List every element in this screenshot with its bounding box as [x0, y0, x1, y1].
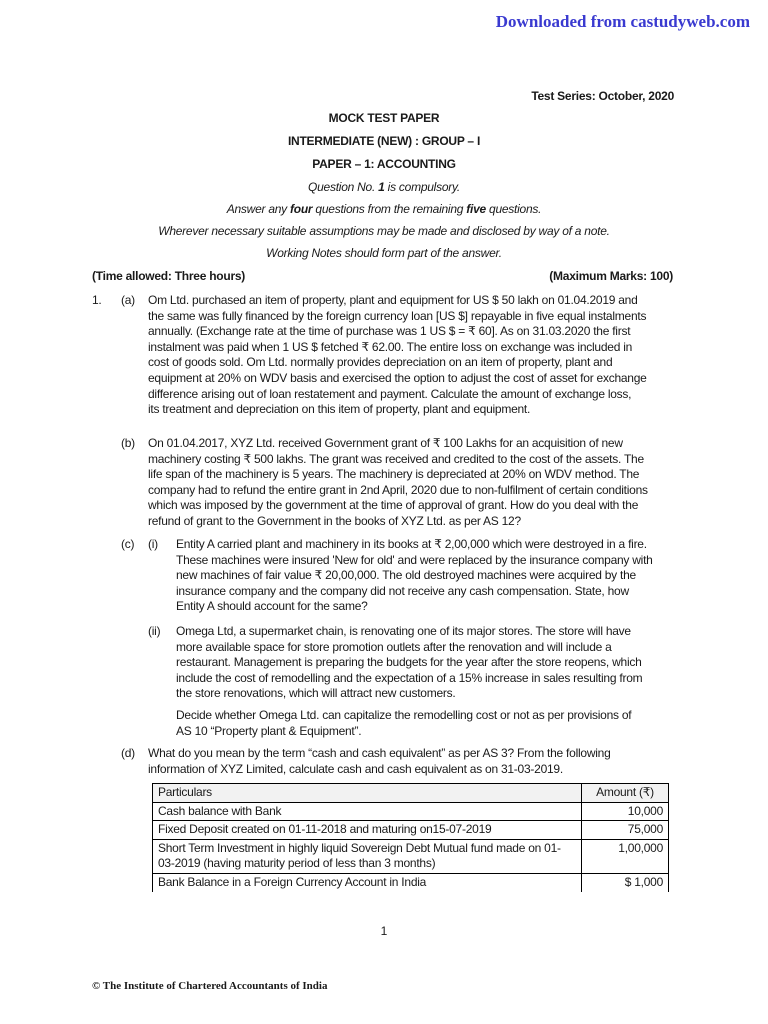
test-series: Test Series: October, 2020 [531, 89, 674, 103]
paper-level: INTERMEDIATE (NEW) : GROUP – I [287, 134, 481, 148]
part-a-text: Om Ltd. purchased an item of property, plant and equipment for US $ 50 lakh on 01.04.2019 and the same was fully financed by the foreign currency loan [US $] repayable in five equal instalments annually. (Exchange rate at the time of purchase was 1 US $ = ₹ 60]. As on 31.03.2020 the first instalment was paid when 1 US $ fetched ₹ 62.00. The entire loss on exchange was included in cost of goods sold. Om Ltd. normally provides depreciation on an item of property, plant and equipment at 20% on WDV basis and exercised the option to adjust the cost of asset for exchange difference arising out of loan restatement and payment. Calculate the amount of exchange loss, its treatment and depreciation on this item of property, plant and equipment. [148, 293, 647, 417]
part-d-text: What do you mean by the term “cash and cash equivalent” as per AS 3? From the following information of XYZ Limited, calculate cash and cash equivalent as on 31-03-2019. [148, 746, 611, 776]
part-c-ii-question: Decide whether Omega Ltd. can capitalize the remodelling cost or not as per provisions of AS 10 “Property plant & Equipment”. [176, 708, 632, 738]
table-cell-particular: Short Term Investment in highly liquid Sovereign Debt Mutual fund made on 01-03-2019 (having maturity period of less than 3 months) [153, 839, 582, 873]
question-number: 1. [92, 293, 102, 307]
part-c-ii-text: Omega Ltd, a supermarket chain, is renovating one of its major stores. The store will have more available space for store promotion outlets after the renovation and will include a restaurant. Management is preparing the budgets for the year after the store reopens, which include the cost of remodelling and the expectation of a 15% increase in sales resulting from the store renovations, which will attract new customers. [176, 624, 643, 701]
part-c-ii-label: (ii) [148, 624, 161, 638]
table-cell-amount: 1,00,000 [582, 839, 669, 873]
paper-name: PAPER – 1: ACCOUNTING [312, 157, 456, 171]
page-number: 1 [380, 924, 388, 938]
table-cell-amount: $ 1,000 [582, 873, 669, 891]
cash-equivalent-table [152, 783, 669, 892]
part-c-label: (c) [121, 537, 135, 551]
max-marks: (Maximum Marks: 100) [549, 269, 673, 283]
instruction-answer-any: Answer any four questions from the remaining five questions. [226, 202, 542, 216]
table-cell-amount: 75,000 [582, 821, 669, 840]
table-row [153, 802, 669, 821]
table-cell-particular: Cash balance with Bank [153, 802, 582, 821]
part-b-label: (b) [121, 436, 135, 450]
part-c-i-label: (i) [148, 537, 158, 551]
paper-title: MOCK TEST PAPER [328, 111, 440, 125]
time-allowed: (Time allowed: Three hours) [92, 269, 246, 283]
table-cell-particular: Bank Balance in a Foreign Currency Account in India [153, 873, 582, 891]
part-c-i-text: Entity A carried plant and machinery in its books at ₹ 2,00,000 which were destroyed in a fire. These machines were insured 'New for old' and were replaced by the insurance company with new machines of fair value ₹ 20,00,000. The old destroyed machines were acquired by the insurance company and the company did not receive any cash compensation. State, how Entity A should account for the same? [176, 537, 653, 614]
table-cell-amount: 10,000 [582, 802, 669, 821]
download-banner[interactable]: Downloaded from castudyweb.com [495, 12, 750, 31]
part-b-text: On 01.04.2017, XYZ Ltd. received Government grant of ₹ 100 Lakhs for an acquisition of new machinery costing ₹ 500 lakhs. The grant was received and credited to the cost of the assets. The life span of the machinery is 5 years. The machinery is depreciated at 20% on WDV method. The company had to refund the entire grant in 2nd April, 2020 due to non-fulfilment of certain conditions which was imposed by the government at the time of approval of grant. How do you deal with the refund of grant to the Government in the books of XYZ Ltd. as per AS 12? [148, 436, 648, 528]
table-header-particulars: Particulars [153, 784, 582, 803]
instruction-assumptions: Wherever necessary suitable assumptions may be made and disclosed by way of a note. [158, 224, 610, 238]
instruction-working-notes: Working Notes should form part of the answer. [266, 246, 502, 260]
table-header-row [153, 784, 669, 803]
table-header-amount: Amount (₹) [582, 784, 669, 803]
table-row [153, 821, 669, 840]
table-row [153, 839, 669, 873]
part-d-label: (d) [121, 746, 135, 760]
table-cell-particular: Fixed Deposit created on 01-11-2018 and maturing on15-07-2019 [153, 821, 582, 840]
footer-copyright: © The Institute of Chartered Accountants of India [92, 980, 328, 992]
table-row [153, 873, 669, 891]
instruction-compulsory: Question No. 1 is compulsory. [308, 180, 460, 194]
part-a-label: (a) [121, 293, 135, 307]
